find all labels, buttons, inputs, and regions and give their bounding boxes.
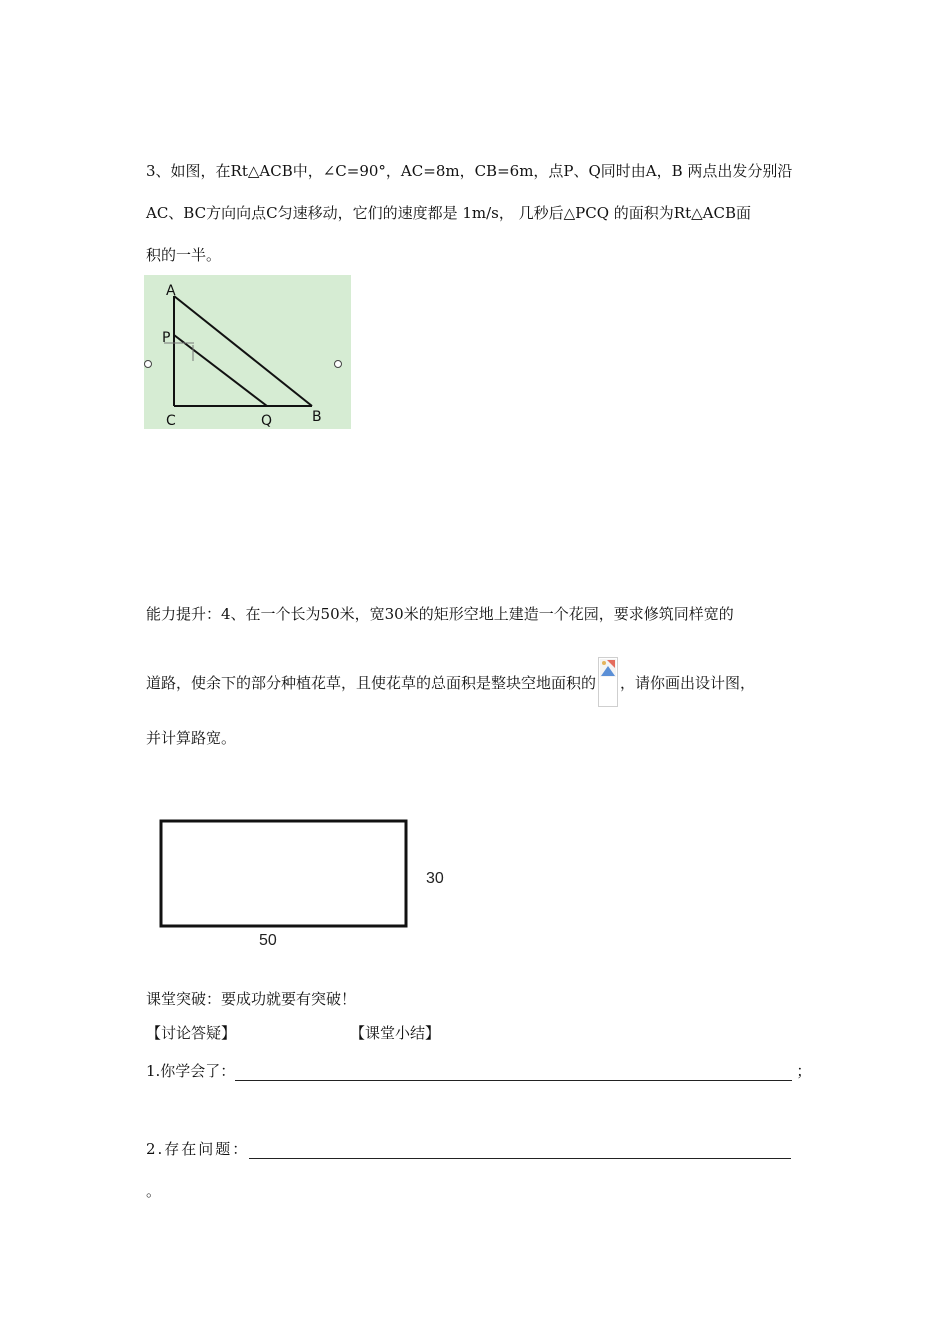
rect-height-label: 30 <box>426 870 444 887</box>
learned-label: 1.你学会了： <box>146 1062 236 1080</box>
problem4-line2-before: 道路，使余下的部分种植花草，且使花草的总面积是整块空地面积的 <box>146 674 597 692</box>
broken-image-icon <box>598 657 618 707</box>
label-a: A <box>166 283 176 299</box>
learned-answer-line[interactable] <box>235 1064 792 1081</box>
problems-label: 2.存在问题： <box>146 1140 250 1158</box>
label-q: Q <box>261 413 273 429</box>
learned-end: ； <box>796 1062 812 1080</box>
problems-answer-line[interactable] <box>249 1142 791 1159</box>
problems-row <box>146 1138 791 1159</box>
problem4-line2 <box>146 659 755 709</box>
rect-width-label: 50 <box>259 932 277 949</box>
breakthrough-text: 课堂突破：要成功就要有突破！ <box>146 990 357 1008</box>
problem3-line2: AC、BC方向向点C匀速移动，它们的速度都是 1m/s， 几秒后△PCQ 的面积为Rt△ACB面 <box>146 204 751 222</box>
problems-end: 。 <box>146 1182 162 1200</box>
learned-row <box>146 1060 811 1081</box>
problem4-line2-after: ，请你画出设计图， <box>620 674 756 692</box>
summary-label: 【课堂小结】 <box>350 1024 441 1042</box>
resize-handle-right[interactable] <box>332 358 344 370</box>
resize-handle-left[interactable] <box>142 358 154 370</box>
label-p: P <box>162 330 171 346</box>
problem4-line1: 能力提升：4、在一个长为50米，宽30米的矩形空地上建造一个花园，要求修筑同样宽的 <box>146 605 734 623</box>
label-c: C <box>166 413 176 429</box>
triangle-figure <box>144 275 351 429</box>
problem3-line1: 3、如图，在Rt△ACB中，∠C=90°，AC=8m，CB=6m，点P、Q同时由A，B 两点出发分别沿 <box>146 162 793 180</box>
problem4-line3: 并计算路宽。 <box>146 729 237 747</box>
label-b: B <box>312 409 322 425</box>
discussion-label: 【讨论答疑】 <box>146 1024 237 1042</box>
rectangle-figure <box>150 810 460 950</box>
problem3-line3: 积的一半。 <box>146 246 222 264</box>
